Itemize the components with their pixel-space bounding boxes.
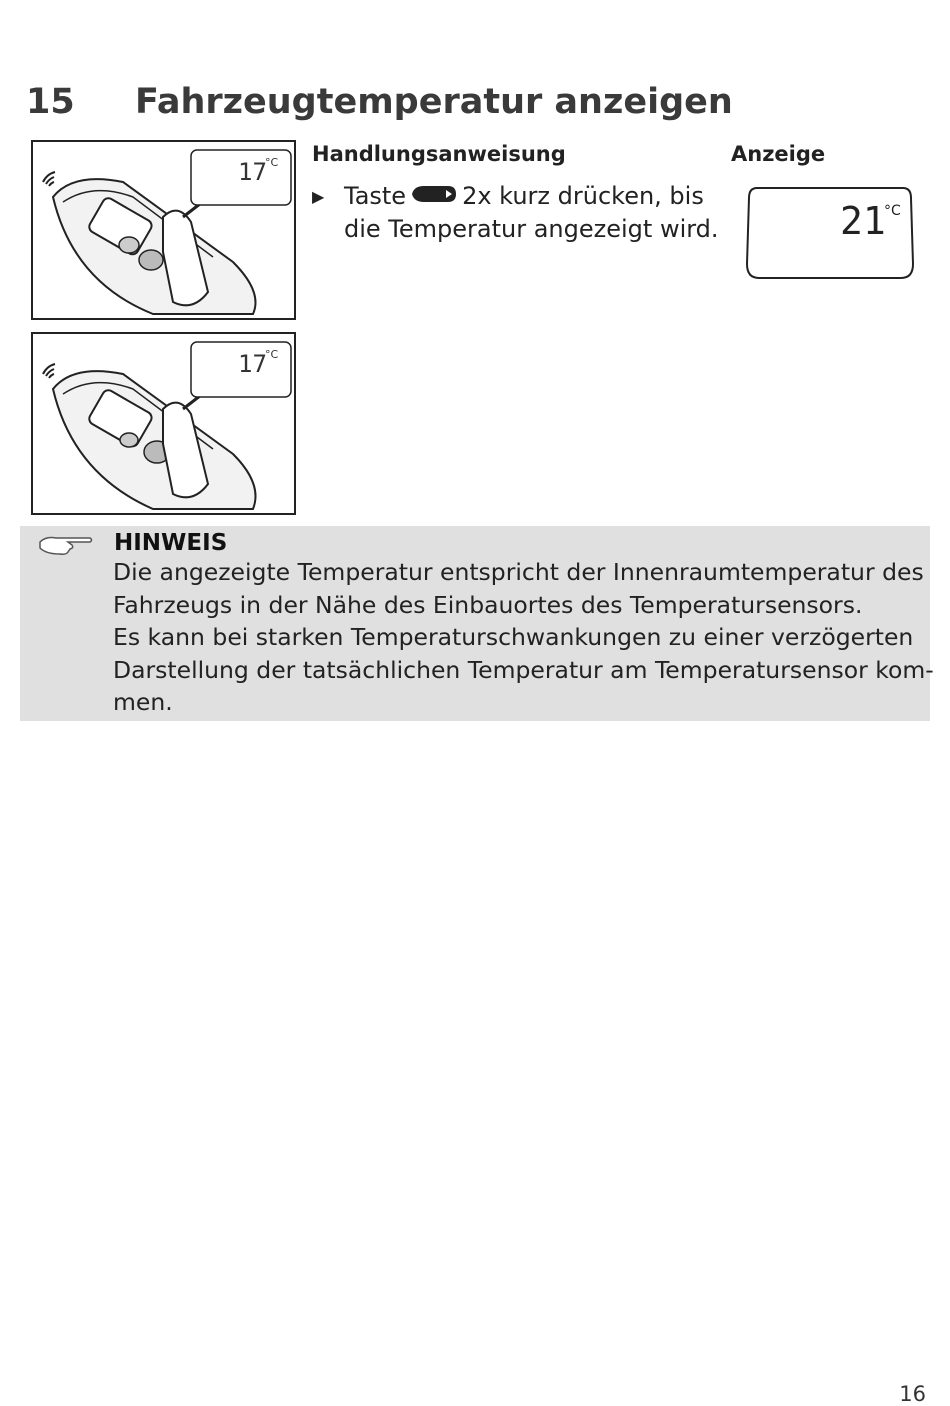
note-line: Fahrzeugs in der Nähe des Einbauortes des Temperatursensors.	[113, 590, 863, 619]
note-line: Darstellung der tatsächlichen Temperatur am Temperatursensor kom-	[113, 655, 934, 684]
signal-icon	[43, 172, 55, 186]
instruction-header: Handlungsanweisung	[312, 142, 566, 166]
section-title: Fahrzeugtemperatur anzeigen	[135, 82, 733, 122]
illus-display-unit: °C	[265, 348, 279, 361]
display-unit: °C	[884, 203, 901, 219]
signal-icon	[43, 364, 55, 378]
step-text-after: 2x kurz drücken, bis	[462, 182, 704, 210]
illus-display-value: 17	[238, 350, 267, 378]
note-box	[20, 526, 934, 721]
illus-display-value: 17	[238, 158, 267, 186]
remote-illustration-1	[31, 140, 296, 320]
page-number: 16	[899, 1382, 926, 1406]
note-line: Es kann bei starken Temperaturschwankungen zu einer verzögerten	[113, 623, 914, 651]
display-header: Anzeige	[731, 142, 826, 166]
remote-illustration-2	[31, 332, 296, 515]
note-heading: HINWEIS	[114, 530, 228, 556]
pointing-hand-icon	[38, 532, 94, 564]
bullet-arrow-icon: ▶	[312, 187, 325, 206]
note-line: men.	[113, 688, 173, 716]
illus-display-unit: °C	[265, 156, 279, 169]
step-text-line2: die Temperatur angezeigt wird.	[344, 215, 719, 243]
step-text-before: Taste	[344, 182, 407, 210]
display-value: 21	[840, 199, 886, 243]
key-button-icon	[410, 181, 458, 214]
temperature-display	[745, 186, 915, 285]
note-body	[113, 556, 934, 719]
remote-hand-drawing	[33, 334, 294, 513]
section-number: 15	[26, 82, 75, 122]
note-line: Die angezeigte Temperatur entspricht der Innenraumtemperatur des	[113, 558, 924, 586]
remote-hand-drawing	[33, 142, 294, 318]
